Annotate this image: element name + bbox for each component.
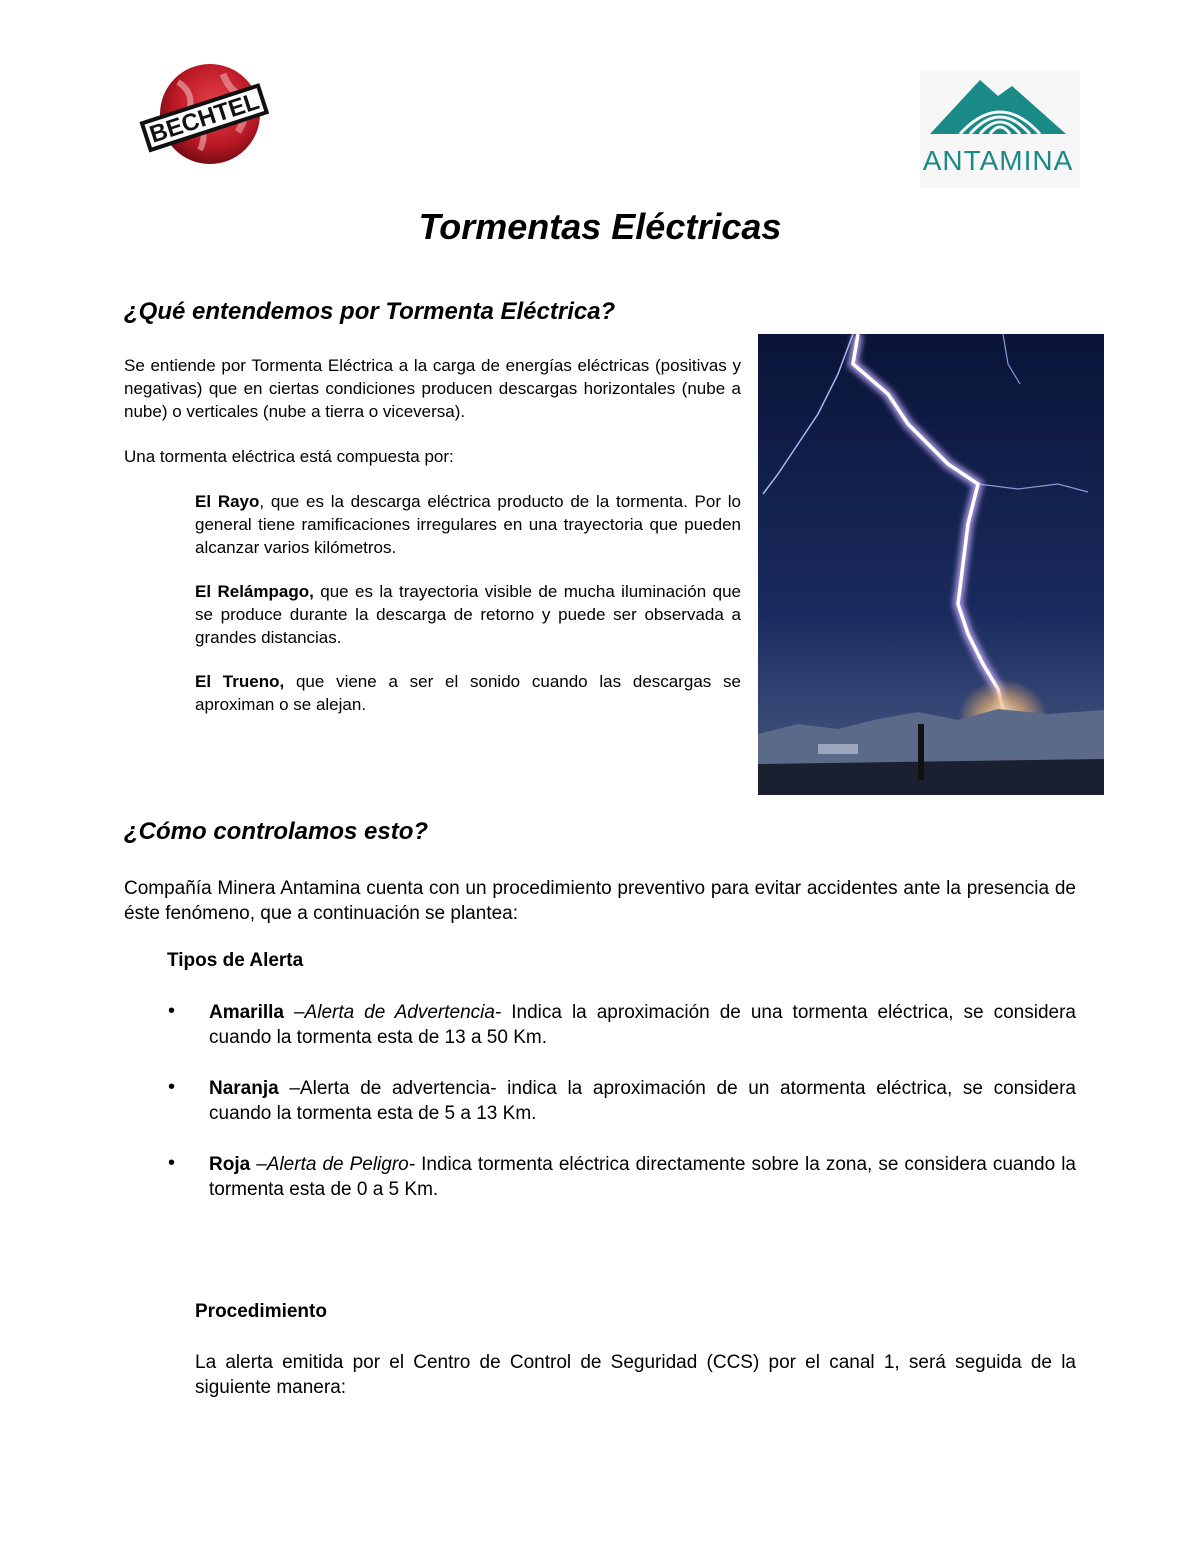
bechtel-logo-text: BECHTEL	[146, 87, 263, 149]
alert-name-roja: Roja	[209, 1154, 251, 1175]
antamina-logo-text: ANTAMINA	[922, 145, 1074, 176]
bullet-dot: •	[168, 1152, 176, 1174]
antamina-logo	[920, 70, 1080, 188]
alert-desc-naranja: indica la aproximación de un atormenta eléctrica, se considera cuando la tormenta esta de 5 a 13 Km.	[209, 1078, 1076, 1124]
term-relampago: El Relámpago,	[195, 582, 314, 601]
term-rayo: El Rayo	[195, 492, 260, 511]
procedure-heading: Procedimiento	[195, 1301, 327, 1322]
alert-dash: –	[283, 1002, 305, 1023]
alert-desc-amarilla: Indica la aproximación de una tormenta eléctrica, se considera cuando la tormenta esta de 13 a 50 Km.	[209, 1002, 1076, 1048]
alert-type-amarilla: Alerta de Advertencia-	[304, 1002, 502, 1023]
section-heading-what: ¿Qué entendemos por Tormenta Eléctrica?	[124, 298, 616, 325]
list-item-rayo	[195, 490, 741, 559]
term-trueno: El Trueno,	[195, 672, 285, 691]
list-item-trueno	[195, 670, 741, 716]
desc-rayo: , que es la descarga eléctrica producto de la tormenta. Por lo general tiene ramificaciones irregulares en una trayectoria que pueden alcanzar varios kilómetros.	[195, 492, 741, 557]
lightning-photo	[758, 334, 1104, 795]
composition-intro: Una tormenta eléctrica está compuesta por:	[124, 447, 454, 466]
section-heading-control: ¿Cómo controlamos esto?	[124, 818, 429, 845]
definition-paragraph: Se entiende por Tormenta Eléctrica a la carga de energías eléctricas (positivas y negativas) que en ciertas condiciones producen descargas horizontales (nube a nube) o verticales (nube a tierra o viceversa).	[124, 356, 741, 421]
bechtel-logo	[138, 62, 270, 172]
desc-relampago: que es la trayectoria visible de mucha iluminación que se produce durante la descarga de retorno y puede ser observada a grandes distancias.	[195, 582, 741, 647]
alert-name-naranja: Naranja	[209, 1078, 279, 1099]
procedure-text: La alerta emitida por el Centro de Control de Seguridad (CCS) por el canal 1, será seguida de la siguiente manera:	[195, 1352, 1076, 1398]
alert-amarilla	[209, 1000, 1076, 1050]
bullet-dot: •	[168, 1076, 176, 1098]
alert-dash: –	[278, 1078, 300, 1099]
alert-type-naranja: Alerta de advertencia-	[299, 1078, 497, 1099]
alert-naranja	[209, 1076, 1076, 1126]
list-item-relampago	[195, 580, 741, 649]
alert-roja	[209, 1152, 1076, 1202]
procedure-intro: Compañía Minera Antamina cuenta con un procedimiento preventivo para evitar accidentes ante la presencia de éste fenómeno, que a continuación se plantea:	[124, 878, 1076, 924]
alert-type-roja: Alerta de Peligro-	[266, 1154, 416, 1175]
alert-name-amarilla: Amarilla	[209, 1002, 284, 1023]
desc-trueno: que viene a ser el sonido cuando las descargas se aproximan o se alejan.	[195, 672, 742, 714]
alert-dash: –	[250, 1154, 267, 1175]
bullet-dot: •	[168, 1000, 176, 1022]
page-title: Tormentas Eléctricas	[418, 206, 782, 247]
alert-types-heading: Tipos de Alerta	[167, 950, 304, 971]
alert-desc-roja: Indica tormenta eléctrica directamente sobre la zona, se considera cuando la tormenta esta de 0 a 5 Km.	[209, 1154, 1076, 1200]
